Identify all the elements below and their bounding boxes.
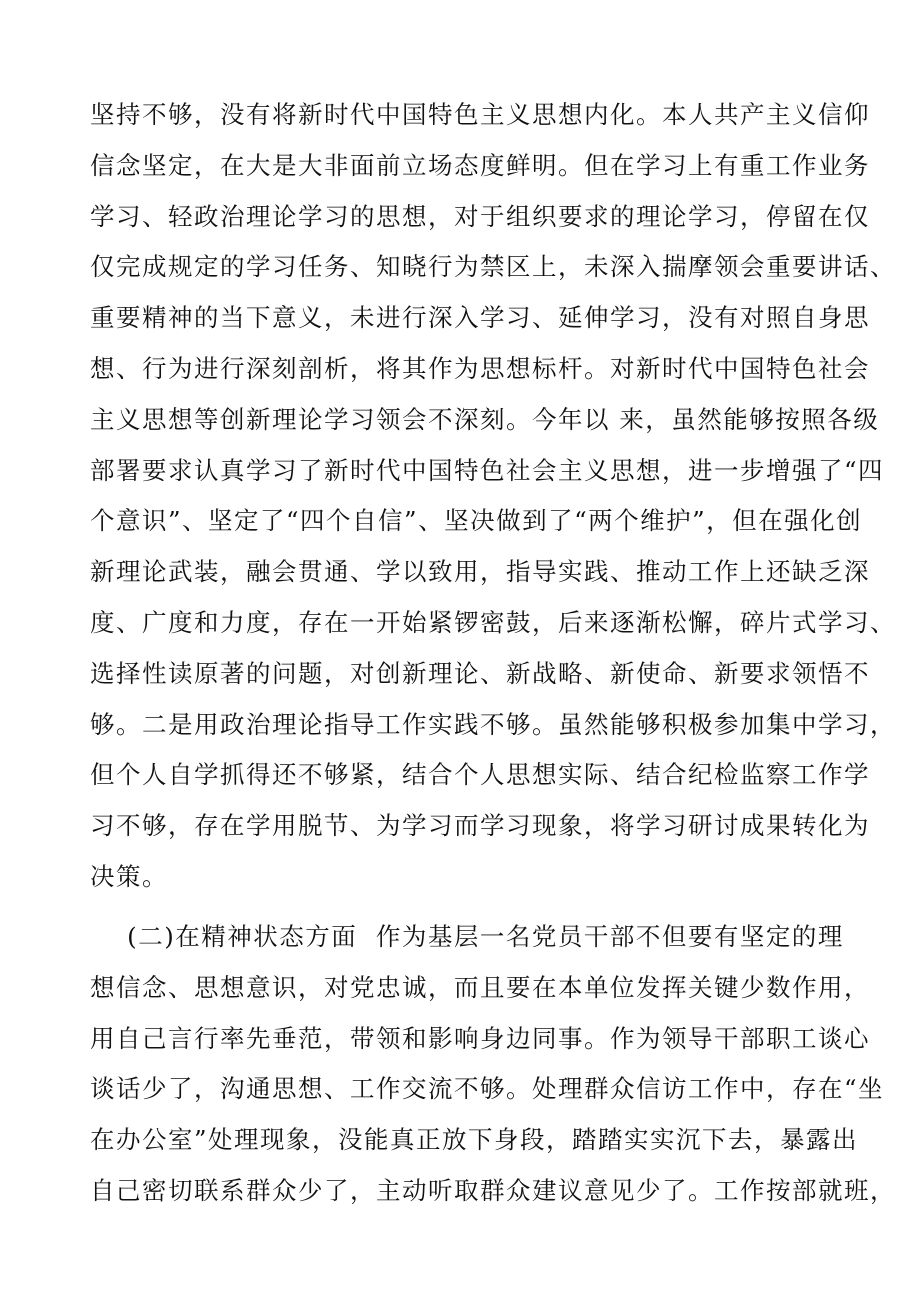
text-line: 部署要求认真学习了新时代中国特色社会主义思想，进一步增强了“四: [90, 455, 885, 485]
body-paragraph-1: [90, 90, 896, 903]
text-line: 在办公室”处理现象，没能真正放下身段，踏踏实实沉下去，暴露出: [90, 1125, 859, 1155]
text-line: 选择性读原著的问题，对创新理论、新战略、新使命、新要求领悟不: [90, 658, 870, 688]
text-line: 谈话少了，沟通思想、工作交流不够。处理群众信访工作中，存在“坐: [90, 1074, 885, 1104]
text-line: 够。二是用政治理论指导工作实践不够。虽然能够积极参加集中学习，: [90, 709, 896, 739]
text-line: 新理论武装，融会贯通、学以致用，指导实践、推动工作上还缺乏深: [90, 557, 870, 587]
text-line: 但个人自学抓得还不够紧，结合个人思想实际、结合纪检监察工作学: [90, 760, 870, 790]
text-line: 主义思想等创新理论学习领会不深刻。今年以 来，虽然能够按照各级: [90, 404, 880, 434]
text-line: 想、行为进行深刻剖析，将其作为思想标杆。对新时代中国特色社会: [90, 353, 870, 383]
text-line: 坚持不够，没有将新时代中国特色主义思想内化。本人共产主义信仰: [90, 100, 870, 129]
text-line: 度、广度和力度，存在一开始紧锣密鼓，后来逐渐松懈，碎片式学习、: [90, 607, 896, 637]
text-line: 学习、轻政治理论学习的思想，对于组织要求的理论学习，停留在仅: [90, 201, 870, 231]
text-line: 信念坚定，在大是大非面前立场态度鲜明。但在学习上有重工作业务: [90, 150, 870, 180]
text-line: 个意识”、坚定了“四个自信”、坚决做到了“两个维护”，但在强化创: [90, 506, 863, 536]
text-line: 决策。: [90, 861, 168, 891]
text-line: 用自己言行率先垂范，带领和影响身边同事。作为领导干部职工谈心: [90, 1023, 870, 1053]
text-line: 想信念、思想意识，对党忠诚，而且要在本单位发挥关键少数作用，: [90, 972, 870, 1002]
text-line: 习不够，存在学用脱节、为学习而学习现象，将学习研讨成果转化为: [90, 811, 870, 841]
text-line: 自己密切联系群众少了，主动听取群众建议意见少了。工作按部就班，: [90, 1175, 896, 1205]
body-paragraph-2: [90, 912, 896, 1217]
text-line: 仅完成规定的学习任务、知晓行为禁区上，未深入揣摩领会重要讲话、: [90, 252, 896, 282]
text-line: (二)在精神状态方面 作为基层一名党员干部不但要有坚定的理: [90, 922, 844, 951]
text-line: 重要精神的当下意义，未进行深入学习、延伸学习，没有对照自身思: [90, 303, 870, 333]
